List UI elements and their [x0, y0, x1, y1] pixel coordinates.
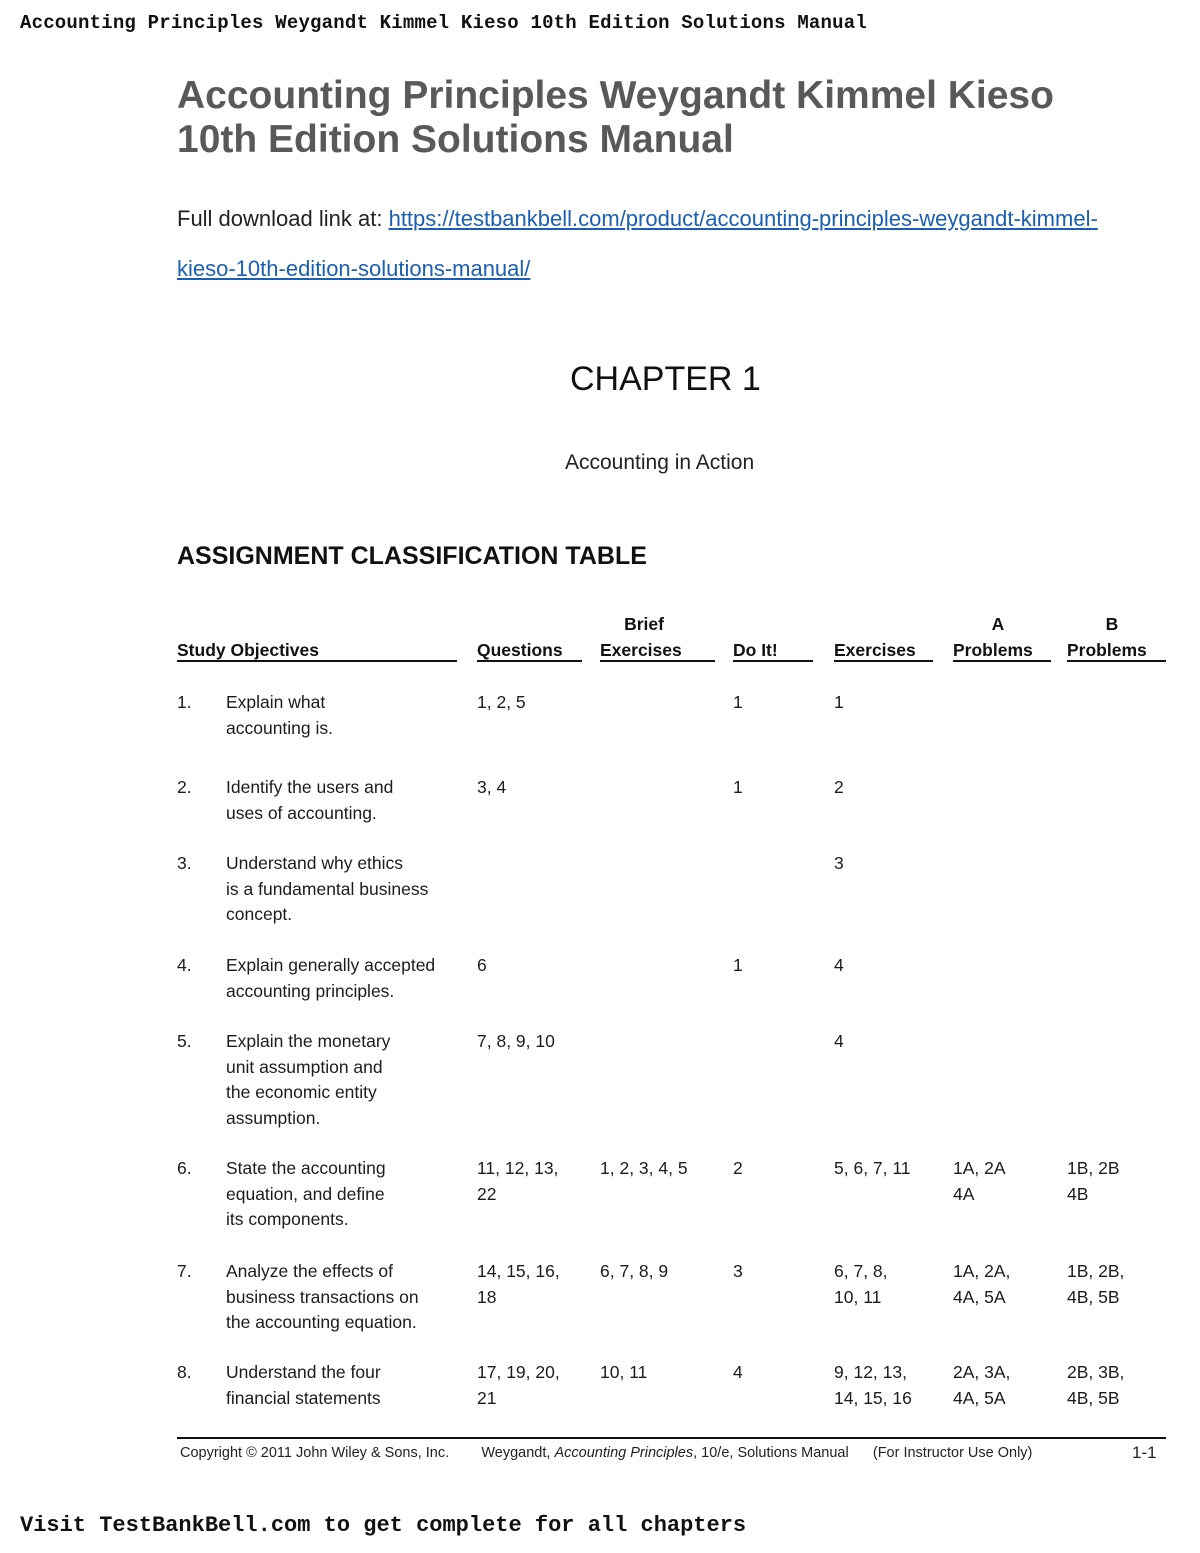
row-b-problems: 1B, 2B, 4B, 5B	[1067, 1261, 1125, 1307]
row-objective: Identify the users and uses of accounting.	[226, 777, 394, 823]
row-objective: Understand why ethics is a fundamental business concept.	[226, 853, 429, 924]
book-author: Weygandt,	[481, 1445, 551, 1461]
download-paragraph	[177, 194, 1177, 294]
page-number: 1-1	[1132, 1443, 1157, 1462]
row-do-it: 1	[733, 777, 743, 797]
header-exercises: Exercises	[834, 640, 916, 660]
header-a-top: A	[991, 614, 1005, 634]
copyright-text: Copyright © 2011 John Wiley & Sons, Inc.	[180, 1445, 450, 1461]
header-underline	[733, 660, 813, 662]
row-do-it: 1	[733, 955, 743, 975]
running-header: Accounting Principles Weygandt Kimmel Kieso 10th Edition Solutions Manual	[20, 12, 867, 34]
row-number: 7.	[177, 1261, 192, 1281]
row-brief-exercises: 6, 7, 8, 9	[600, 1261, 669, 1281]
book-title: Accounting Principles	[554, 1445, 694, 1461]
download-link-line-1: https://testbankbell.com/product/accounting-principles-weygandt-kimmel-	[388, 206, 1098, 231]
row-a-problems: 1A, 2A 4A	[953, 1158, 1006, 1204]
header-questions: Questions	[477, 640, 563, 660]
row-number: 1.	[177, 692, 192, 712]
row-number: 5.	[177, 1031, 192, 1051]
row-exercises: 4	[834, 955, 844, 975]
row-b-problems: 2B, 3B, 4B, 5B	[1067, 1362, 1125, 1408]
row-a-problems: 1A, 2A, 4A, 5A	[953, 1261, 1011, 1307]
row-objective: Understand the four financial statements	[226, 1362, 381, 1408]
row-questions: 3, 4	[477, 777, 507, 797]
row-do-it: 1	[733, 692, 743, 712]
row-objective: Explain what accounting is.	[226, 692, 334, 738]
row-do-it: 2	[733, 1158, 743, 1178]
row-do-it: 3	[733, 1261, 743, 1281]
row-objective: State the accounting equation, and define its components.	[226, 1158, 386, 1229]
row-questions: 14, 15, 16, 18	[477, 1261, 560, 1307]
title-line-1: Accounting Principles Weygandt Kimmel Kieso	[177, 74, 1054, 117]
download-label: Full download link at:	[177, 206, 383, 231]
row-questions: 7, 8, 9, 10	[477, 1031, 555, 1051]
chapter-heading: CHAPTER 1	[570, 360, 761, 398]
footer-rule	[177, 1437, 1166, 1439]
row-exercises: 9, 12, 13, 14, 15, 16	[834, 1362, 912, 1408]
row-objective: Explain generally accepted accounting principles.	[226, 955, 436, 1001]
header-b-bottom: Problems	[1067, 640, 1147, 660]
row-questions: 6	[477, 955, 487, 975]
header-underline	[177, 660, 457, 662]
row-number: 8.	[177, 1362, 192, 1382]
row-questions: 17, 19, 20, 21	[477, 1362, 560, 1408]
header-study-objectives: Study Objectives	[177, 640, 319, 660]
header-underline	[1067, 660, 1166, 662]
row-b-problems: 1B, 2B 4B	[1067, 1158, 1120, 1204]
row-exercises: 3	[834, 853, 844, 873]
row-brief-exercises: 1, 2, 3, 4, 5	[600, 1158, 688, 1178]
copyright-line	[180, 1445, 1032, 1461]
row-objective: Analyze the effects of business transactions on the accounting equation.	[226, 1261, 419, 1332]
header-do-it: Do It!	[733, 640, 778, 660]
title-line-2: 10th Edition Solutions Manual	[177, 118, 734, 161]
usage-note: (For Instructor Use Only)	[872, 1445, 1033, 1461]
header-underline	[477, 660, 582, 662]
row-brief-exercises: 10, 11	[600, 1362, 648, 1382]
row-questions: 11, 12, 13, 22	[477, 1158, 559, 1204]
header-brief-bottom: Exercises	[600, 640, 682, 660]
chapter-subtitle: Accounting in Action	[565, 451, 755, 474]
row-questions: 1, 2, 5	[477, 692, 526, 712]
promo-footer: Visit TestBankBell.com to get complete for all chapters	[20, 1513, 747, 1538]
row-exercises: 2	[834, 777, 844, 797]
book-suffix: , 10/e, Solutions Manual	[693, 1445, 849, 1461]
header-underline	[600, 660, 715, 662]
row-exercises: 5, 6, 7, 11	[834, 1158, 911, 1178]
download-link-line-2: kieso-10th-edition-solutions-manual/	[177, 256, 531, 281]
row-exercises: 4	[834, 1031, 844, 1051]
row-objective: Explain the monetary unit assumption and the economic entity assumption.	[226, 1031, 391, 1128]
row-a-problems: 2A, 3A, 4A, 5A	[953, 1362, 1011, 1408]
row-number: 3.	[177, 853, 192, 873]
header-underline	[834, 660, 933, 662]
header-a-bottom: Problems	[953, 640, 1033, 660]
row-number: 4.	[177, 955, 192, 975]
row-do-it: 4	[733, 1362, 743, 1382]
header-underline	[953, 660, 1051, 662]
header-b-top: B	[1105, 614, 1119, 634]
header-brief-top: Brief	[624, 614, 664, 634]
row-number: 2.	[177, 777, 192, 797]
section-title: ASSIGNMENT CLASSIFICATION TABLE	[177, 542, 647, 570]
row-exercises: 1	[834, 692, 844, 712]
row-number: 6.	[177, 1158, 192, 1178]
document-title	[177, 74, 1167, 162]
row-exercises: 6, 7, 8, 10, 11	[834, 1261, 888, 1307]
